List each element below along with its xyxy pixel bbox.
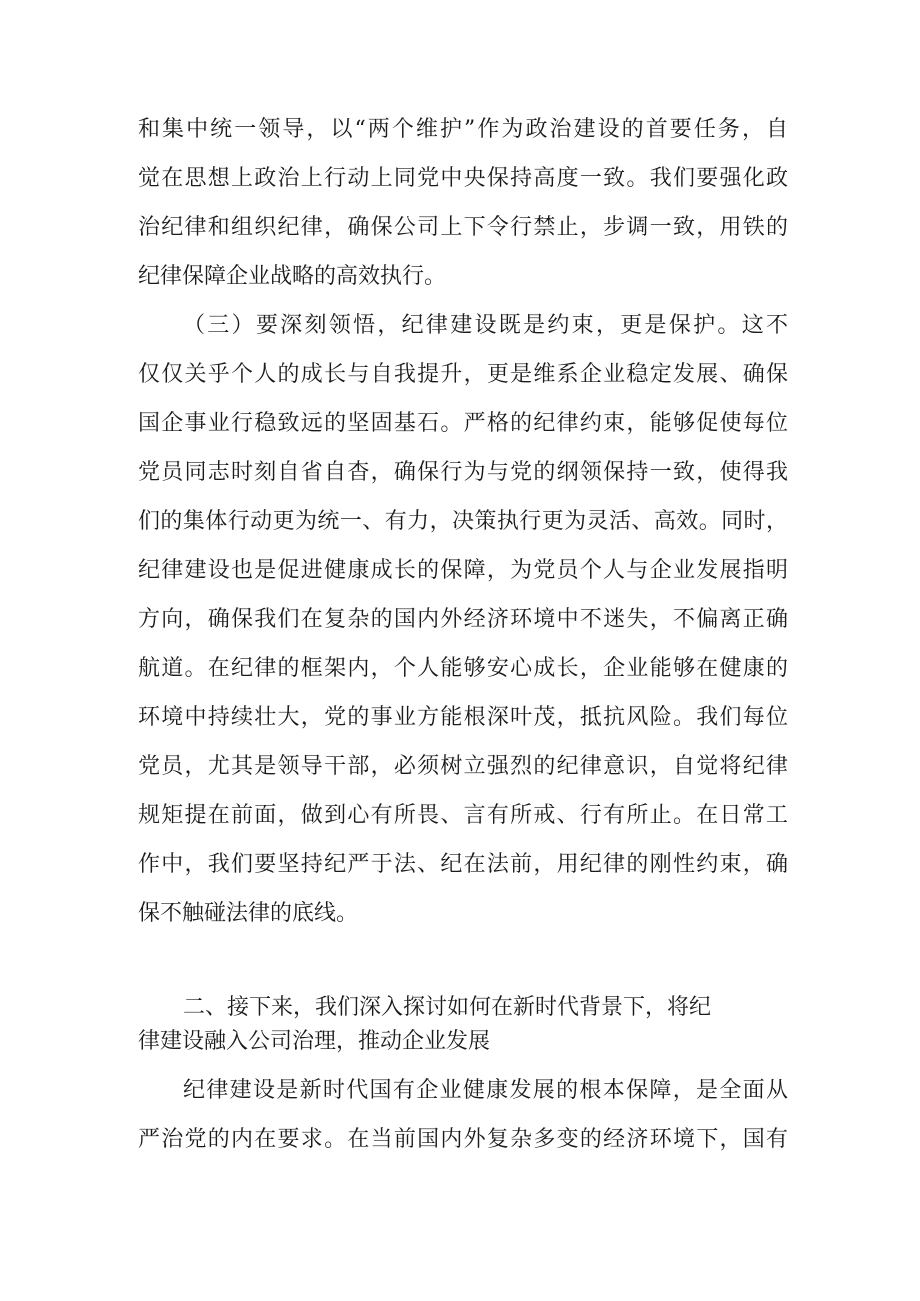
paragraph-line: 和集中统一领导，以“两个维护”作为政治建设的首要任务，自: [138, 117, 788, 142]
paragraph-line: 觉在思想上政治上行动上同党中央保持高度一致。我们要强化政: [138, 166, 788, 191]
paragraph-line: 严治党的内在要求。在当前国内外复杂多变的经济环境下，国有: [138, 1127, 788, 1152]
paragraph-line: 纪律建设也是促进健康成长的保障，为党员个人与企业发展指明: [138, 558, 788, 583]
paragraph-line: 纪律保障企业战略的高效执行。: [138, 264, 447, 289]
paragraph-line: 规矩提在前面，做到心有所畏、言有所戒、行有所止。在日常工: [138, 803, 788, 828]
paragraph-line: 保不触碰法律的底线。: [138, 901, 359, 926]
paragraph-line: 仅仅关乎个人的成长与自我提升，更是维系企业稳定发展、确保: [138, 362, 788, 387]
paragraph-line: 党员同志时刻自省自杳，确保行为与党的纲领保持一致，使得我: [138, 460, 788, 485]
paragraph-line: 们的集体行动更为统一、有力，决策执行更为灵活、高效。同时，: [138, 509, 788, 534]
paragraph-line: 作中，我们要坚持纪严于法、纪在法前，用纪律的刚性约束，确: [138, 852, 788, 877]
heading-line: 律建设融入公司治理，推动企业发展: [138, 1029, 491, 1054]
paragraph-line: 国企事业行稳致远的坚固基石。严格的纪律约束，能够促使每位: [138, 411, 788, 436]
paragraph-line: 方向，确保我们在复杂的国内外经济环境中不迷失，不偏离正确: [138, 607, 788, 632]
paragraph-line: 治纪律和组织纪律，确保公司上下令行禁止，步调一致，用铁的: [138, 215, 788, 240]
paragraph-line: （三）要深刻领悟，纪律建设既是约束，更是保护。这不: [183, 313, 788, 338]
paragraph-line: 航道。在纪律的框架内，个人能够安心成长，企业能够在健康的: [138, 656, 788, 681]
paragraph-line: 党员，尤其是领导干部，必须树立强烈的纪律意识，自觉将纪律: [138, 754, 788, 779]
paragraph-line: 纪律建设是新时代国有企业健康发展的根本保障，是全面从: [183, 1078, 788, 1103]
paragraph-line: 环境中持续壮大，党的事业方能根深叶茂，抵抗风险。我们每位: [138, 705, 788, 730]
heading-line: 二、接下来，我们深入探讨如何在新时代背景下，将纪: [183, 995, 712, 1020]
